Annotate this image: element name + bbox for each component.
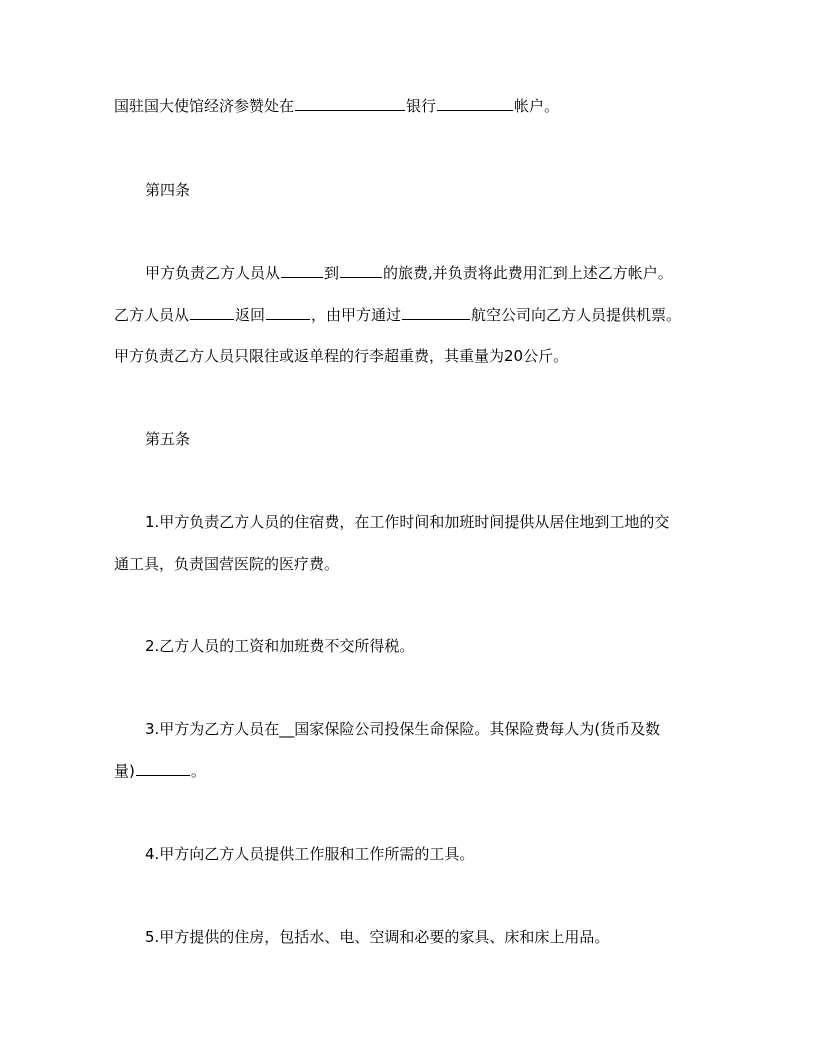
blank-field <box>340 263 382 278</box>
text: 航空公司向乙方人员提供机票。 <box>471 306 682 324</box>
paragraph-bank-account <box>114 96 714 116</box>
blank-field <box>437 96 513 111</box>
article-4-heading: 第四条 <box>145 181 191 199</box>
text: 甲方负责乙方人员从 <box>145 264 281 282</box>
text: 到 <box>324 264 340 282</box>
article-5-item-2: 2.乙方人员的工资和加班费不交所得税。 <box>145 637 415 655</box>
text: 返回 <box>235 306 266 324</box>
text: ，由甲方通过 <box>311 306 402 324</box>
blank-field <box>136 761 190 776</box>
text: 量) <box>114 762 135 780</box>
blank-field <box>295 96 405 111</box>
blank-field <box>190 305 234 320</box>
text: 的旅费,并负责将此费用汇到上述乙方帐户。 <box>383 264 673 282</box>
article-4-sentence-3: 甲方负责乙方人员只限往或返单程的行李超重费，其重量为20公斤。 <box>114 347 569 365</box>
blank-field <box>281 263 323 278</box>
article-4-sentence-2 <box>114 305 714 325</box>
article-5-item-3-line-2 <box>114 761 714 781</box>
text: 。 <box>190 762 206 780</box>
text: 帐户。 <box>514 97 560 115</box>
article-5-item-4: 4.甲方向乙方人员提供工作服和工作所需的工具。 <box>145 845 475 863</box>
text: 国驻国大使馆经济参赞处在 <box>114 97 295 115</box>
article-5-item-3-line-1: 3.甲方为乙方人员在__国家保险公司投保生命保险。其保险费每人为(货币及数 <box>145 720 661 738</box>
blank-field <box>402 305 470 320</box>
blank-field <box>266 305 310 320</box>
article-5-item-1-line-1: 1.甲方负责乙方人员的住宿费，在工作时间和加班时间提供从居住地到工地的交 <box>145 513 670 531</box>
article-5-item-5: 5.甲方提供的住房，包括水、电、空调和必要的家具、床和床上用品。 <box>145 928 610 946</box>
text: 银行 <box>406 97 437 115</box>
article-5-heading: 第五条 <box>145 430 191 448</box>
article-4-sentence-1 <box>145 263 745 283</box>
article-5-item-1-line-2: 通工具，负责国营医院的医疗费。 <box>114 555 340 573</box>
text: 乙方人员从 <box>114 306 190 324</box>
